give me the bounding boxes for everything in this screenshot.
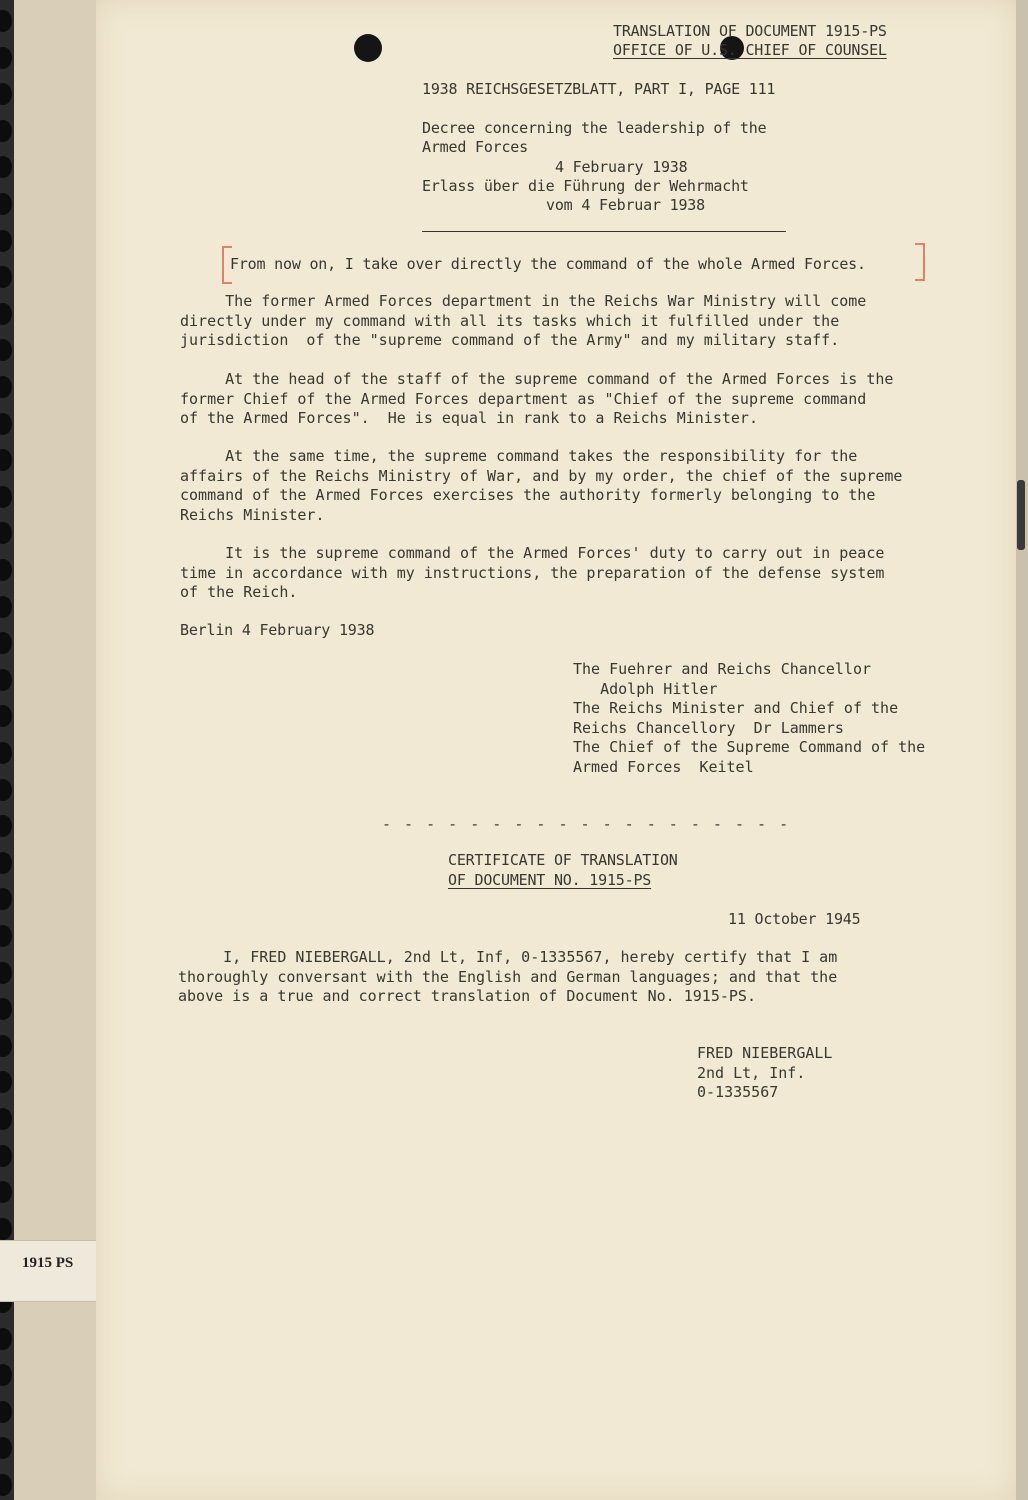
binder-hole: [0, 339, 12, 361]
signature-line: The Chief of the Supreme Command of the: [573, 738, 926, 756]
title-line-2: Armed Forces: [422, 138, 528, 156]
binder-hole: [0, 193, 12, 215]
paragraph-3: [180, 370, 893, 429]
binder-hole: [0, 1035, 12, 1057]
signer-line: FRED NIEBERGALL: [697, 1044, 833, 1062]
punch-hole: [354, 34, 382, 62]
binder-hole: [0, 1328, 12, 1350]
binder-hole: [0, 888, 12, 910]
signature-line: Adolph Hitler: [573, 679, 718, 698]
paragraph-line: affairs of the Reichs Ministry of War, and by my order, the chief of the supreme: [180, 466, 903, 485]
signature-line: Reichs Chancellory Dr Lammers: [573, 718, 844, 737]
paragraph-line: directly under my command with all its tasks which it fulfilled under the: [180, 311, 840, 330]
binder-hole: [0, 815, 12, 837]
paragraph-line: At the same time, the supreme command takes the responsibility for the: [180, 447, 858, 465]
binder-hole: [0, 632, 12, 654]
binder-hole: [0, 1364, 12, 1386]
page-edge: [1016, 0, 1028, 1500]
citation: 1938 REICHSGESETZBLATT, PART I, PAGE 111: [422, 80, 776, 98]
paragraph-line: Reichs Minister.: [180, 505, 325, 524]
title-date: 4 February 1938: [555, 158, 688, 176]
certificate-date: 11 October 1945: [728, 910, 861, 928]
binder-hole: [0, 230, 12, 252]
binder-hole: [0, 742, 12, 764]
certificate-line: above is a true and correct translation of Document No. 1915-PS.: [178, 987, 756, 1005]
paragraph-line: time in accordance with my instructions, the preparation of the defense system: [180, 563, 885, 582]
paragraph-line: of the Reich.: [180, 583, 298, 601]
binder-hole: [0, 559, 12, 581]
binder-hole: [0, 779, 12, 801]
separator-dashes: - - - - - - - - - - - - - - - - - - -: [382, 815, 791, 833]
binder-hole: [0, 1401, 12, 1423]
title-rule: [422, 231, 786, 232]
certificate-title: CERTIFICATE OF TRANSLATION: [448, 851, 678, 869]
tab-label: 1915 PS: [22, 1255, 74, 1271]
place-date: Berlin 4 February 1938: [180, 621, 375, 639]
paragraph-2: [180, 292, 866, 351]
binder-hole: [0, 156, 12, 178]
certificate-text: [178, 948, 837, 1007]
header-line-1: TRANSLATION OF DOCUMENT 1915-PS: [613, 22, 887, 40]
signature-line: Armed Forces Keitel: [573, 757, 754, 776]
signature-line: The Fuehrer and Reichs Chancellor: [573, 660, 872, 678]
red-bracket-right: [915, 243, 925, 281]
binder-hole: [0, 1145, 12, 1167]
binder-hole: [0, 83, 12, 105]
binder-hole: [0, 413, 12, 435]
binder-hole: [0, 596, 12, 618]
binder-hole: [0, 120, 12, 142]
paragraph-line: former Chief of the Armed Forces department as "Chief of the supreme command: [180, 389, 867, 408]
binder-hole: [0, 449, 12, 471]
signature-line: The Reichs Minister and Chief of the: [573, 699, 899, 717]
binder-hole: [0, 852, 12, 874]
binder-hole: [0, 669, 12, 691]
paragraph-5: [180, 544, 884, 603]
binder-hole: [0, 266, 12, 288]
binder-hole: [0, 962, 12, 984]
binder-hole: [0, 522, 12, 544]
binder-hole: [0, 998, 12, 1020]
paragraph-line: The former Armed Forces department in the Reichs War Ministry will come: [180, 292, 867, 310]
paragraph-line: of the Armed Forces". He is equal in rank to a Reichs Minister.: [180, 409, 758, 427]
title-line-1: Decree concerning the leadership of the: [422, 119, 767, 137]
index-tab: [0, 1240, 96, 1302]
edge-clip: [1017, 480, 1025, 550]
title-german-date: vom 4 Februar 1938: [546, 196, 705, 214]
binder-hole: [0, 1437, 12, 1459]
binder-hole: [0, 486, 12, 508]
binder-hole: [0, 705, 12, 727]
paragraph-line: It is the supreme command of the Armed Forces' duty to carry out in peace: [180, 544, 885, 562]
binder-hole: [0, 47, 12, 69]
paragraph-line: At the head of the staff of the supreme command of the Armed Forces is the: [180, 370, 894, 388]
title-german: Erlass über die Führung der Wehrmacht: [422, 177, 749, 195]
paragraph-line: command of the Armed Forces exercises the authority formerly belonging to the: [180, 486, 876, 504]
header-line-2: OFFICE OF U.S. CHIEF OF COUNSEL: [613, 41, 887, 59]
binder-hole: [0, 376, 12, 398]
binder-hole: [0, 1071, 12, 1093]
paragraph-1: From now on, I take over directly the command of the whole Armed Forces.: [230, 255, 866, 273]
paragraph-line: jurisdiction of the "supreme command of the Army" and my military staff.: [180, 331, 840, 349]
binder-hole: [0, 303, 12, 325]
paragraph-4: [180, 447, 902, 525]
signature-block: [573, 660, 925, 777]
binder-hole: [0, 1218, 12, 1240]
signer-line: 0-1335567: [697, 1083, 779, 1101]
binder-hole: [0, 1108, 12, 1130]
certificate-line: I, FRED NIEBERGALL, 2nd Lt, Inf, 0-1335567, hereby certify that I am: [178, 948, 838, 966]
signer-line: 2nd Lt, Inf.: [697, 1063, 806, 1082]
binder-hole: [0, 925, 12, 947]
binder-hole: [0, 10, 12, 32]
binder-hole: [0, 1474, 12, 1496]
certificate-subtitle: OF DOCUMENT NO. 1915-PS: [448, 871, 652, 889]
certificate-signer: [697, 1044, 832, 1103]
certificate-line: thoroughly conversant with the English and German languages; and that the: [178, 967, 838, 986]
binder-hole: [0, 1181, 12, 1203]
